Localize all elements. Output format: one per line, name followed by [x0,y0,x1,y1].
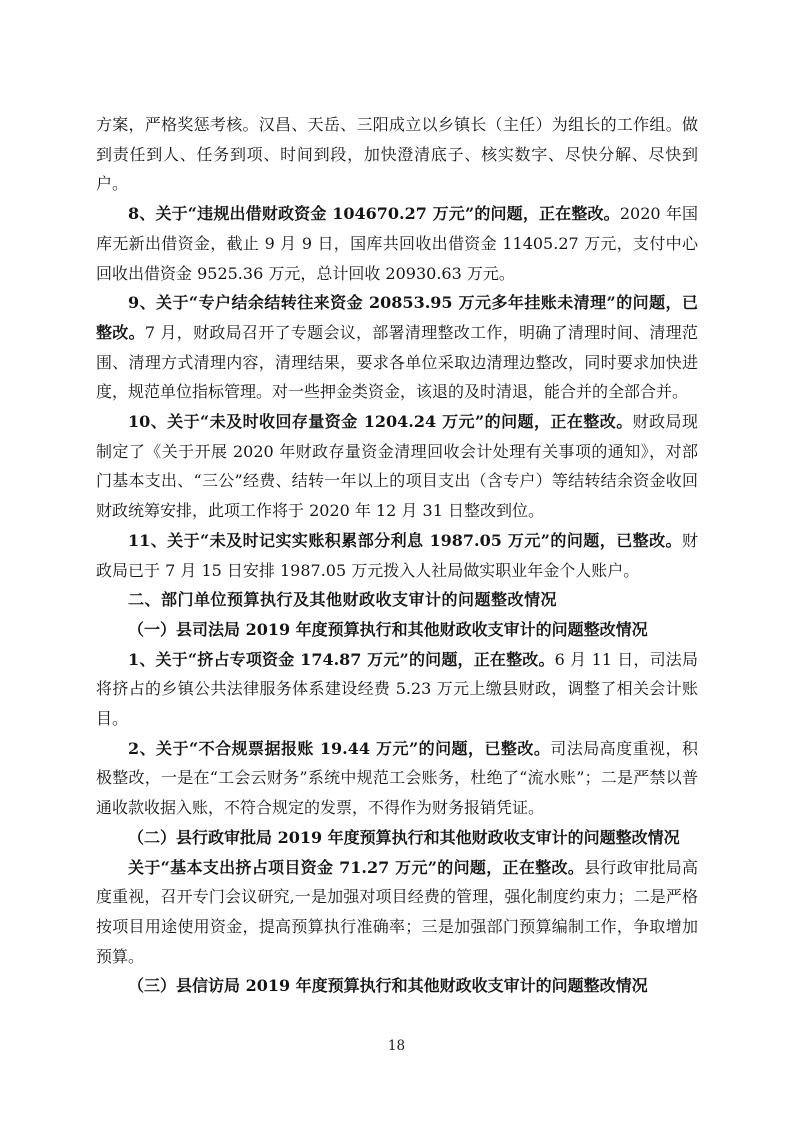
item-11-heading: 11、关于“未及时记实实账积累部分利息 1987.05 万元”的问题，已整改。 [128,530,682,550]
item-11-body: 财政局已于 7 月 15 日安排 1987.05 万元拨入人社局做实职业年金个人账户。 [96,530,698,580]
page-number: 18 [387,1038,406,1054]
continuation-paragraph [96,110,698,199]
item-1-heading: 1、关于“挤占专项资金 174.87 万元”的问题，正在整改。 [128,649,555,669]
item-11-paragraph [96,526,698,585]
document-body [96,110,698,1001]
item-9-body: 7 月，财政局召开了专题会议，部署清理整改工作，明确了清理时间、清理范围、清理方式清理内容，清理结果，要求各单位采取边清理边整改，同时要求加快进度，规范单位指标管理。对一些押金类资金，该退的及时清退，能合并的全部合并。 [96,322,698,402]
item-2-body: 司法局高度重视，积极整改，一是在“工会云财务”系统中规范工会账务，杜绝了“流水账”；二是严禁以普通收款收据入账，不符合规定的发票，不得作为财务报销凭证。 [96,738,698,818]
item-9-heading: 9、关于“专户结余结转往来资金 20853.95 万元多年挂账未清理”的问题，已整改。 [96,293,698,342]
item-8-paragraph [96,199,698,288]
section-2-heading: 二、部门单位预算执行及其他财政收支审计的问题整改情况 [128,590,558,610]
item-1-body: 6 月 11 日，司法局将挤占的乡镇公共法律服务体系建设经费 5.23 万元上缴县财政，调整了相关会计账目。 [96,649,698,729]
item-8-body: 2020 年国库无新出借资金，截止 9 月 9 日，国库共回收出借资金 11405.27 万元，支付中心回收出借资金 9525.36 万元，总计回收 20930.63 万元。 [96,204,698,283]
approval-bureau-paragraph [96,853,698,972]
item-10-paragraph [96,407,698,526]
item-10-heading: 10、关于“未及时收回存量资金 1204.24 万元”的问题，正在整改。 [128,412,633,432]
paragraph-text: 方案，严格奖惩考核。汉昌、天岳、三阳成立以乡镇长（主任）为组长的工作组。做到责任到人、任务到项、时间到段，加快澄清底子、核实数字、尽快分解、尽快到户。 [96,115,698,194]
item-2-heading: 2、关于“不合规票据报账 19.44 万元”的问题，已整改。 [128,738,551,758]
subsection-1-heading: （一）县司法局 2019 年度预算执行和其他财政收支审计的问题整改情况 [128,619,648,639]
subsection-3-heading: （三）县信访局 2019 年度预算执行和其他财政收支审计的问题整改情况 [128,976,648,996]
approval-bureau-body: 县行政审批局高度重视，召开专门会议研究,一是加强对项目经费的管理，强化制度约束力；二是严格按项目用途使用资金，提高预算执行准确率；三是加强部门预算编制工作，争取增加预算。 [96,857,698,966]
subsection-2-heading: （二）县行政审批局 2019 年度预算执行和其他财政收支审计的问题整改情况 [128,827,680,847]
item-8-heading: 8、关于“违规出借财政资金 104670.27 万元”的问题，正在整改。 [128,204,620,224]
item-10-body: 财政局现制定了《关于开展 2020 年财政存量资金清理回收会计处理有关事项的通知》，对部门基本支出、“三公”经费、结转一年以上的项目支出（含专户）等结转结余资金收回财政统筹安排，此项工作将于 2020 年 12 月 31 日整改到位。 [96,412,698,521]
item-2-paragraph [96,734,698,823]
item-1-paragraph [96,645,698,734]
approval-bureau-heading: 关于“基本支出挤占项目资金 71.27 万元”的问题，正在整改。 [128,857,585,877]
item-9-paragraph [96,288,698,407]
